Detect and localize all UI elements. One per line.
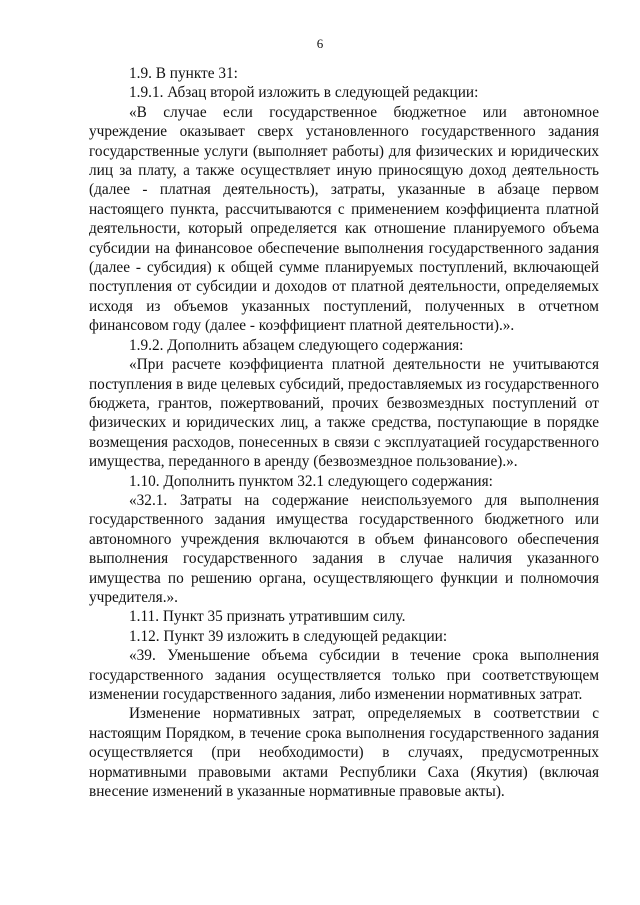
paragraph-1-9: 1.9. В пункте 31: bbox=[129, 65, 238, 82]
document-body bbox=[89, 64, 599, 801]
paragraph-1-12-text-2: Изменение нормативных затрат, определяемых в соответствии с настоящим Порядком, в течение срока выполнения государственного задания осуществляется (при необходимости) в случаях, предусмотренных нормативными правовыми актами Республики Саха (Якутия) (включая внесение изменений в указанные нормативные правовые акты). bbox=[89, 705, 599, 801]
paragraph-1-9-2: 1.9.2. Дополнить абзацем следующего содержания: bbox=[129, 336, 464, 354]
paragraph-1-12: 1.12. Пункт 39 изложить в следующей редакции: bbox=[129, 627, 448, 645]
paragraph-1-9-1: 1.9.1. Абзац второй изложить в следующей редакции: bbox=[129, 84, 479, 102]
paragraph-1-12-text: «39. Уменьшение объема субсидии в течение срока выполнения государственного задания осуществляется только при соответствующем изменении государственного задания, либо изменении нормативных затрат. bbox=[89, 647, 599, 703]
paragraph-1-11: 1.11. Пункт 35 признать утратившим силу. bbox=[129, 608, 406, 626]
paragraph-1-9-2-text: «При расчете коэффициента платной деятельности не учитываются поступления в виде целевых субсидий, предоставляемых из государственного бюджета, грантов, пожертвований, прочих безвозмездных поступлений от физических и юридических лиц, а также средства, поступающие в порядке возмещения расходов, понесенных в связи с эксплуатацией государственного имущества, переданного в аренду (безвозмездное пользование).». bbox=[89, 356, 599, 471]
page-number: 6 bbox=[316, 36, 324, 51]
paragraph-1-10: 1.10. Дополнить пунктом 32.1 следующего содержания: bbox=[129, 472, 493, 490]
paragraph-1-10-text: «32.1. Затраты на содержание неиспользуемого для выполнения государственного задания имущества государственного бюджетного или автономного учреждения включаются в объем финансового обеспечения выполнения государственного задания в случае наличия указанного имущества по решению органа, осуществляющего функции и полномочия учредителя.». bbox=[89, 491, 599, 606]
paragraph-1-9-1-text: «В случае если государственное бюджетное или автономное учреждение оказывает сверх установленного государственного задания государственные услуги (выполняет работы) для физических и юридических лиц за плату, а также осуществляет иную приносящую доход деятельность (далее - платная деятельность), затраты, указанные в абзаце первом настоящего пункта, рассчитываются с применением коэффициента платной деятельности, который определяется как отношение планируемого объема субсидии на финансовое обеспечение выполнения государственного задания (далее - субсидия) к общей сумме планируемых поступлений, включающей поступления от субсидии и доходов от платной деятельности, определяемых исходя из объемов указанных поступлений, полученных в отчетном финансовом году (далее - коэффициент платной деятельности).». bbox=[89, 103, 599, 335]
